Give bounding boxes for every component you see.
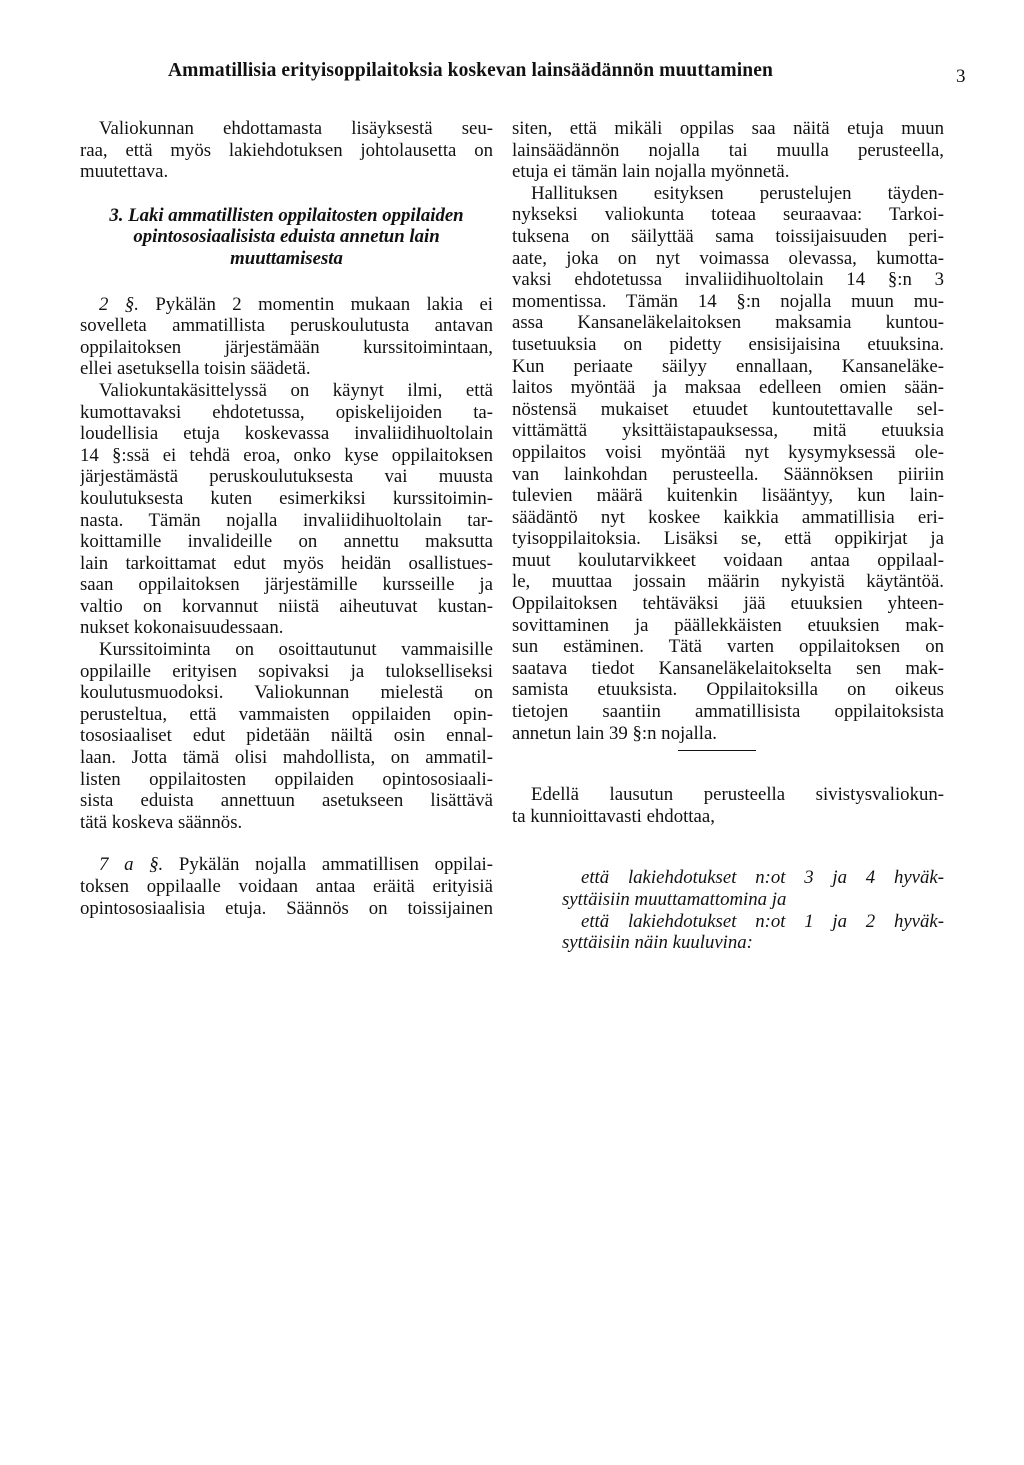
text-line: koittamille invalideille on annettu maksutta [80,531,493,553]
text-line: raa, että myös lakiehdotuksen johtolausetta on [80,139,493,161]
text-line: vaksi ehdotetussa invaliidihuoltolain 14 §:n 3 [512,269,944,291]
conclusion-paragraph [512,784,944,827]
intro-paragraph [80,118,493,183]
text-line: Kurssitoiminta on osoittautunut vammaisille [99,639,493,661]
section-marker: 2 §. [99,293,139,315]
text-line: aate, joka on nyt voimassa olevassa, kumotta- [512,247,944,269]
text-line: listen oppilaitosten oppilaiden opintososiaali- [80,768,493,790]
text-line: Valiokunnan ehdottamasta lisäyksestä seu- [99,118,493,139]
text-line: laitos myöntää ja maksaa edelleen omien sään- [512,377,944,399]
running-title: Ammatillisia erityisoppilaitoksia koskevan lainsäädännön muuttaminen [168,60,773,81]
course-paragraph [80,639,493,833]
text-line: säädäntö nyt koskee kaikkia ammatillisia eri- [512,506,944,528]
text-line: laan. Jotta tämä olisi mahdollista, on ammatil- [80,747,493,769]
heading-line: 3. Laki ammatillisten oppilaitosten oppilaiden [109,204,464,226]
text-line: järjestämästä peruskoulutuksesta vai muusta [80,466,493,488]
text-line: momentissa. Tämän 14 §:n nojalla muun mu- [512,290,944,312]
text-line: oppilaille erityisen sopivaksi ja tulokselliseksi [80,660,493,682]
text-line: ellei asetuksella toisin säädetä. [80,358,311,380]
page-number: 3 [956,66,966,87]
right-column [512,118,944,954]
text-line: van lainkohdan perusteella. Säännöksen piiriin [512,463,944,485]
text-line: 14 §:ssä ei tehdä eroa, onko kyse oppilaitoksen [80,444,493,466]
text-line: saan oppilaitoksen järjestämille kursseille ja [80,574,493,596]
text-line [80,294,493,316]
text-line: sovelleta ammatillista peruskoulutusta antavan [80,315,493,337]
text-line: nukset kokonaisuudessaan. [80,617,284,639]
text-line: sun estäminen. Tätä varten oppilaitoksen on [512,636,944,658]
text-line: perusteltua, että vammaisten oppilaiden opin- [80,703,493,725]
section-divider [512,744,944,761]
text-line: sovittaminen ja päällekkäisten etuuksien mak- [512,614,944,636]
text-line: nasta. Tämän nojalla invaliidihuoltolain tar- [80,509,493,531]
text-line: lainsäädännön nojalla tai muulla perusteella, [512,139,944,161]
text-line: assa Kansaneläkelaitoksen maksamia kuntou- [512,312,944,334]
text-line: tätä koskeva säännös. [80,811,243,833]
text-line: tuksena on säilyttää sama toissijaisuuden peri- [512,225,944,247]
text-line: etuja ei tämän lain nojalla myönnetä. [512,161,790,183]
text-line: tososiaaliset edut pidetään näiltä osin ennal- [80,725,493,747]
proposal-line: syttäisiin näin kuuluvina: [562,932,753,954]
text-line: vittämättä yksittäistapauksessa, mitä etuuksia [512,420,944,442]
section-7a-paragraph [80,854,493,919]
text-line: nöstensä mukaiset etuudet kuntoutettavalle sel- [512,398,944,420]
proposal-line: että lakiehdotukset n:ot 3 ja 4 hyväk- [581,867,944,889]
text-line: sista eduista annettuun asetukseen lisättävä [80,790,493,812]
text-line: tulevien määrä kuitenkin lisääntyy, kun lain- [512,485,944,507]
text-line: saatava tiedot Kansaneläkelaitokselta sen mak- [512,657,944,679]
text-line: toksen oppilaalle voidaan antaa eräitä erityisiä [80,876,493,897]
text-line: oppilaitoksen järjestämään kurssitoimintaan, [80,336,493,358]
committee-paragraph [80,380,493,639]
text-line: Kun periaate säilyy ennallaan, Kansaneläke- [512,355,944,377]
text-line: Oppilaitoksen tehtäväksi jää etuuksien yhteen- [512,593,944,615]
text-line: valtio on korvannut niistä aiheutuvat kustan- [80,595,493,617]
government-paragraph [512,183,944,744]
text-line: tusetuuksia on pidetty ensisijaisina etuuksina. [512,333,944,355]
proposal-block [512,867,944,953]
text-line: opintososiaalisia etuja. Säännös on toissijainen [80,897,493,919]
heading-line: muuttamisesta [230,247,343,269]
text-line: muut koulutarvikkeet voidaan antaa oppilaal- [512,549,944,571]
text-line: tietojen saantiin ammatillisista oppilaitoksista [512,701,944,723]
text-line: siten, että mikäli oppilas saa näitä etuja muun [512,118,944,139]
text-line: ta kunnioittavasti ehdottaa, [512,805,715,827]
text-span: Pykälän nojalla ammatillisen oppilai- [163,854,493,876]
divider-rule [678,750,756,751]
text-line: kumottavaksi ehdotetussa, opiskelijoiden ta- [80,401,493,423]
text-line: loudellisia etuja koskevassa invaliidihuoltolain [80,423,493,445]
section-heading [80,205,493,270]
text-line: muutettava. [80,161,169,183]
continuation-paragraph [512,118,944,183]
text-line: samista etuuksista. Oppilaitoksilla on oikeus [512,679,944,701]
text-line: lain tarkoittamat edut myös heidän osallistues- [80,552,493,574]
section-marker: 7 a §. [99,854,164,876]
section-2-paragraph [80,294,493,380]
text-line: oppilaitos voisi myöntää nyt kysymyksessä ole- [512,441,944,463]
page-header [0,60,1024,96]
text-line: le, muuttaa jossain määrin nykyistä käytäntöä. [512,571,944,593]
text-line: Valiokuntakäsittelyssä on käynyt ilmi, että [99,379,493,401]
left-column [80,118,493,919]
text-line: koulutuksesta kuten esimerkiksi kurssitoimin- [80,487,493,509]
text-line: annetun lain 39 §:n nojalla. [512,722,717,744]
text-line: tyisoppilaitoksia. Lisäksi se, että oppikirjat ja [512,528,944,550]
proposal-line: syttäisiin muuttamattomina ja [562,889,787,910]
proposal-line: että lakiehdotukset n:ot 1 ja 2 hyväk- [581,910,944,932]
text-line [80,854,493,876]
text-span: Pykälän 2 momentin mukaan lakia ei [138,293,493,315]
heading-line: opintososiaalisista eduista annetun lain [133,226,440,248]
text-line: Edellä lausutun perusteella sivistysvaliokun- [531,784,944,806]
text-line: nykseksi valiokunta toteaa seuraavaa: Tarkoi- [512,204,944,226]
text-line: Hallituksen esityksen perustelujen täyden- [531,182,944,204]
text-line: koulutusmuodoksi. Valiokunnan mielestä on [80,682,493,704]
